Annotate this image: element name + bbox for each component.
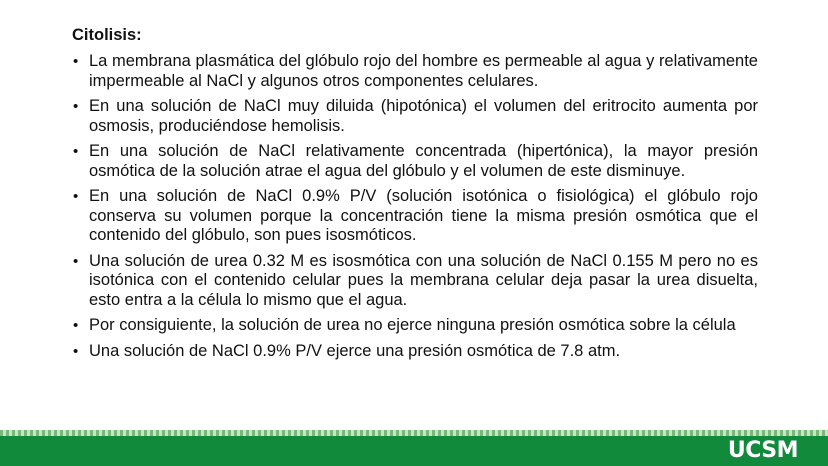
bullet-text: Una solución de NaCl 0.9% P/V ejerce una presión osmótica de 7.8 atm. xyxy=(89,341,621,360)
bullet-item xyxy=(72,187,758,246)
bullet-text: Una solución de urea 0.32 M es isosmótica con una solución de NaCl 0.155 M pero no es isotónica con el contenido celular pues la membrana celular deja pasar la urea disuelta, esto entra a la célula lo mismo que el agua. xyxy=(89,251,758,309)
footer-band xyxy=(0,436,828,466)
bullet-item xyxy=(72,252,758,311)
bullet-text: La membrana plasmática del glóbulo rojo del hombre es permeable al agua y relativamente impermeable al NaCl y algunos otros componentes celulares. xyxy=(89,52,758,90)
slide-heading: Citolisis: xyxy=(72,26,142,44)
bullet-dot: • xyxy=(73,143,79,160)
bullet-text: En una solución de NaCl muy diluida (hipotónica) el volumen del eritrocito aumenta por osmosis, produciéndose hemolisis. xyxy=(89,97,758,135)
bullet-text: En una solución de NaCl relativamente concentrada (hipertónica), la mayor presión osmótica de la solución atrae el agua del glóbulo y el volumen de este disminuye. xyxy=(89,142,758,180)
bullet-item xyxy=(72,97,758,136)
bullet-item xyxy=(72,142,758,181)
bullet-text: Por consiguiente, la solución de urea no ejerce ninguna presión osmótica sobre la célula xyxy=(89,316,736,334)
bullet-dot: • xyxy=(73,252,79,270)
bullet-dot: • xyxy=(73,188,79,205)
bullet-item xyxy=(72,52,758,91)
bullet-dot: • xyxy=(73,342,79,360)
bullet-item xyxy=(72,342,758,362)
ucsm-logo: UCSM xyxy=(727,438,798,463)
bullet-dot: • xyxy=(73,53,79,70)
slide-content xyxy=(72,24,758,367)
bullet-item xyxy=(72,316,758,336)
bullet-text: En una solución de NaCl 0.9% P/V (solución isotónica o fisiológica) el glóbulo rojo conserva su volumen porque la concentración tiene la misma presión osmótica que el contenido del glóbulo, son pues isosmóticos. xyxy=(89,187,758,244)
bullet-dot: • xyxy=(73,317,79,334)
bullet-list xyxy=(72,52,758,361)
bullet-dot: • xyxy=(73,98,79,115)
